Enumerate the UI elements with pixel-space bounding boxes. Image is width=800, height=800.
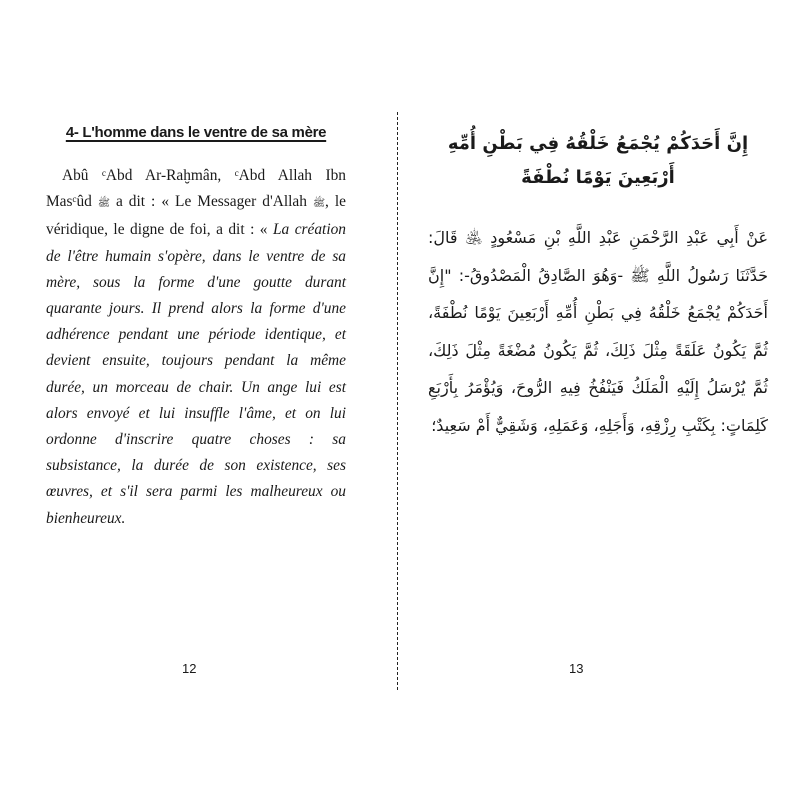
narrator-intro-continued: a dit : « Le Messager d'Allah: [109, 193, 313, 211]
left-page: [46, 124, 346, 532]
hadith-quote: La création de l'être humain s'opère, dans le ventre de sa mère, sous la forme d'une goutte durant quarante jours. Il prend alors la forme d'une adhérence pendant une période identique, et devient ensuite, toujours pendant la même durée, un morceau de chair. Un ange lui est alors envoyé et lui insuffle l'âme, et on lui ordonne d'inscrire quatre choses : sa subsistance, la durée de son existence, ses œuvres, et s'il sera parmi les malheureux ou bienheureux.: [46, 221, 346, 527]
french-hadith-paragraph: [46, 163, 346, 532]
arabic-title: إِنَّ أَحَدَكُمْ يُجْمَعُ خَلْقُهُ فِي بَطْنِ أُمِّهِ أَرْبَعِينَ يَوْمًا نُطْفَةً: [447, 133, 749, 188]
narrator-intro-end: , le véridique, le digne de foi, a dit : «: [46, 193, 346, 239]
right-page: [428, 127, 768, 444]
narrator-intro: Abû ᶜAbd Ar-Raḫmân, ᶜAbd Allah Ibn Masᶜûd: [46, 167, 346, 211]
page-number-left: 12: [182, 661, 197, 676]
honorific-prophet-icon: ﷺ: [312, 198, 326, 210]
chapter-title: 4- L'homme dans le ventre de sa mère: [65, 124, 327, 141]
honorific-companion-icon: ﷺ: [97, 198, 110, 210]
arabic-hadith-paragraph: عَنْ أَبِي عَبْدِ الرَّحْمَنِ عَبْدِ اللَّهِ بْنِ مَسْعُودٍ ﵁ قَالَ: حَدَّثَنَا رَسُولُ اللَّهِ ﷺ -وَهُوَ الصَّادِقُ الْمَصْدُوقُ-: "إِنَّ أَحَدَكُمْ يُجْمَعُ خَلْقُهُ فِي بَطْنِ أُمِّهِ أَرْبَعِينَ يَوْمًا نُطْفَةً، ثُمَّ يَكُونُ عَلَقَةً مِثْلَ ذَلِكَ، ثُمَّ يَكُونُ مُضْغَةً مِثْلَ ذَلِكَ، ثُمَّ يُرْسَلُ إِلَيْهِ الْمَلَكُ فَيَنْفُخُ فِيهِ الرُّوحَ، وَيُؤْمَرُ بِأَرْبَعِ كَلِمَاتٍ: بِكَتْبِ رِزْقِهِ، وَأَجَلِهِ، وَعَمَلِهِ، وَشَقِيٌّ أَمْ سَعِيدٌ؛: [428, 228, 768, 435]
page-divider: [397, 112, 398, 690]
page-number-right: 13: [569, 661, 584, 676]
